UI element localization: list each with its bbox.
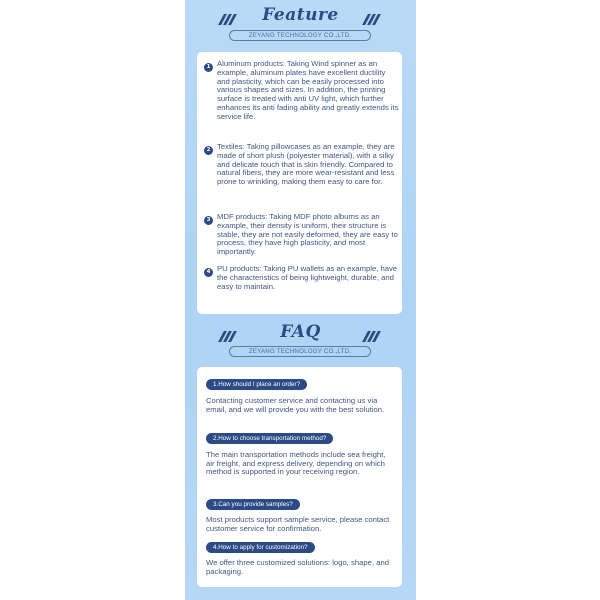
product-info-strip xyxy=(185,0,416,600)
faq-answer: We offer three customized solutions: logo, shape, and packaging. xyxy=(206,558,390,576)
number-badge: 2 xyxy=(204,146,213,155)
feature-item xyxy=(204,213,397,259)
feature-text: Aluminum products: Taking Wind spinner as an example, aluminum plates have excellent ductility and plasticity, which can be easily processed into various shapes and sizes. In addition, the printing surface is treated with anti UV light, which further enhances its anti fading ability and greatly extends its service life. xyxy=(217,59,399,121)
decorative-slashes-right xyxy=(362,14,382,26)
feature-text: PU products: Taking PU wallets as an example, have the characteristics of being lightweight, durable, and easy to maintain. xyxy=(217,264,398,291)
feature-card xyxy=(197,52,402,314)
faq-answer: The main transportation methods include sea freight, air freight, and express delivery, depending on which method is supported in your receiving region. xyxy=(206,450,386,477)
feature-company-label: ZEYANG TECHNOLOGY CO.,LTD. xyxy=(229,30,371,41)
faq-question-badge: 1.How should I place an order? xyxy=(206,379,307,390)
faq-card xyxy=(197,367,402,587)
feature-text: Textiles: Taking pillowcases as an example, they are made of short plush (polyester material), with a silky and delicate touch that is skin friendly. Compared to natural fibers, they are more wear-resistant and less prone to wrinkling, making them easy to care for. xyxy=(217,142,395,187)
number-badge: 3 xyxy=(204,216,213,225)
faq-title: FAQ xyxy=(280,322,321,342)
faq-question-badge: 3.Can you provide samples? xyxy=(206,499,300,510)
faq-question-badge: 2.How to choose transportation method? xyxy=(206,433,333,444)
faq-question-badge: 4.How to apply for customization? xyxy=(206,542,315,553)
faq-company-label: ZEYANG TECHNOLOGY CO.,LTD. xyxy=(229,346,371,357)
feature-item xyxy=(204,60,397,140)
faq-answer: Contacting customer service and contacting us via email, and we will provide you with the best solution. xyxy=(206,396,385,414)
feature-item xyxy=(204,265,397,295)
feature-text: MDF products: Taking MDF photo albums as an example, their density is uniform, their structure is stable, they are not easily deformed, they are easy to process, they have high plasticity, and most importantly. xyxy=(217,212,398,257)
feature-item xyxy=(204,143,397,207)
decorative-slashes-right xyxy=(362,331,382,343)
number-badge: 4 xyxy=(204,268,213,277)
faq-answer: Most products support sample service, please contact customer service for confirmation. xyxy=(206,515,390,533)
number-badge: 1 xyxy=(204,63,213,72)
feature-title: Feature xyxy=(262,5,339,25)
